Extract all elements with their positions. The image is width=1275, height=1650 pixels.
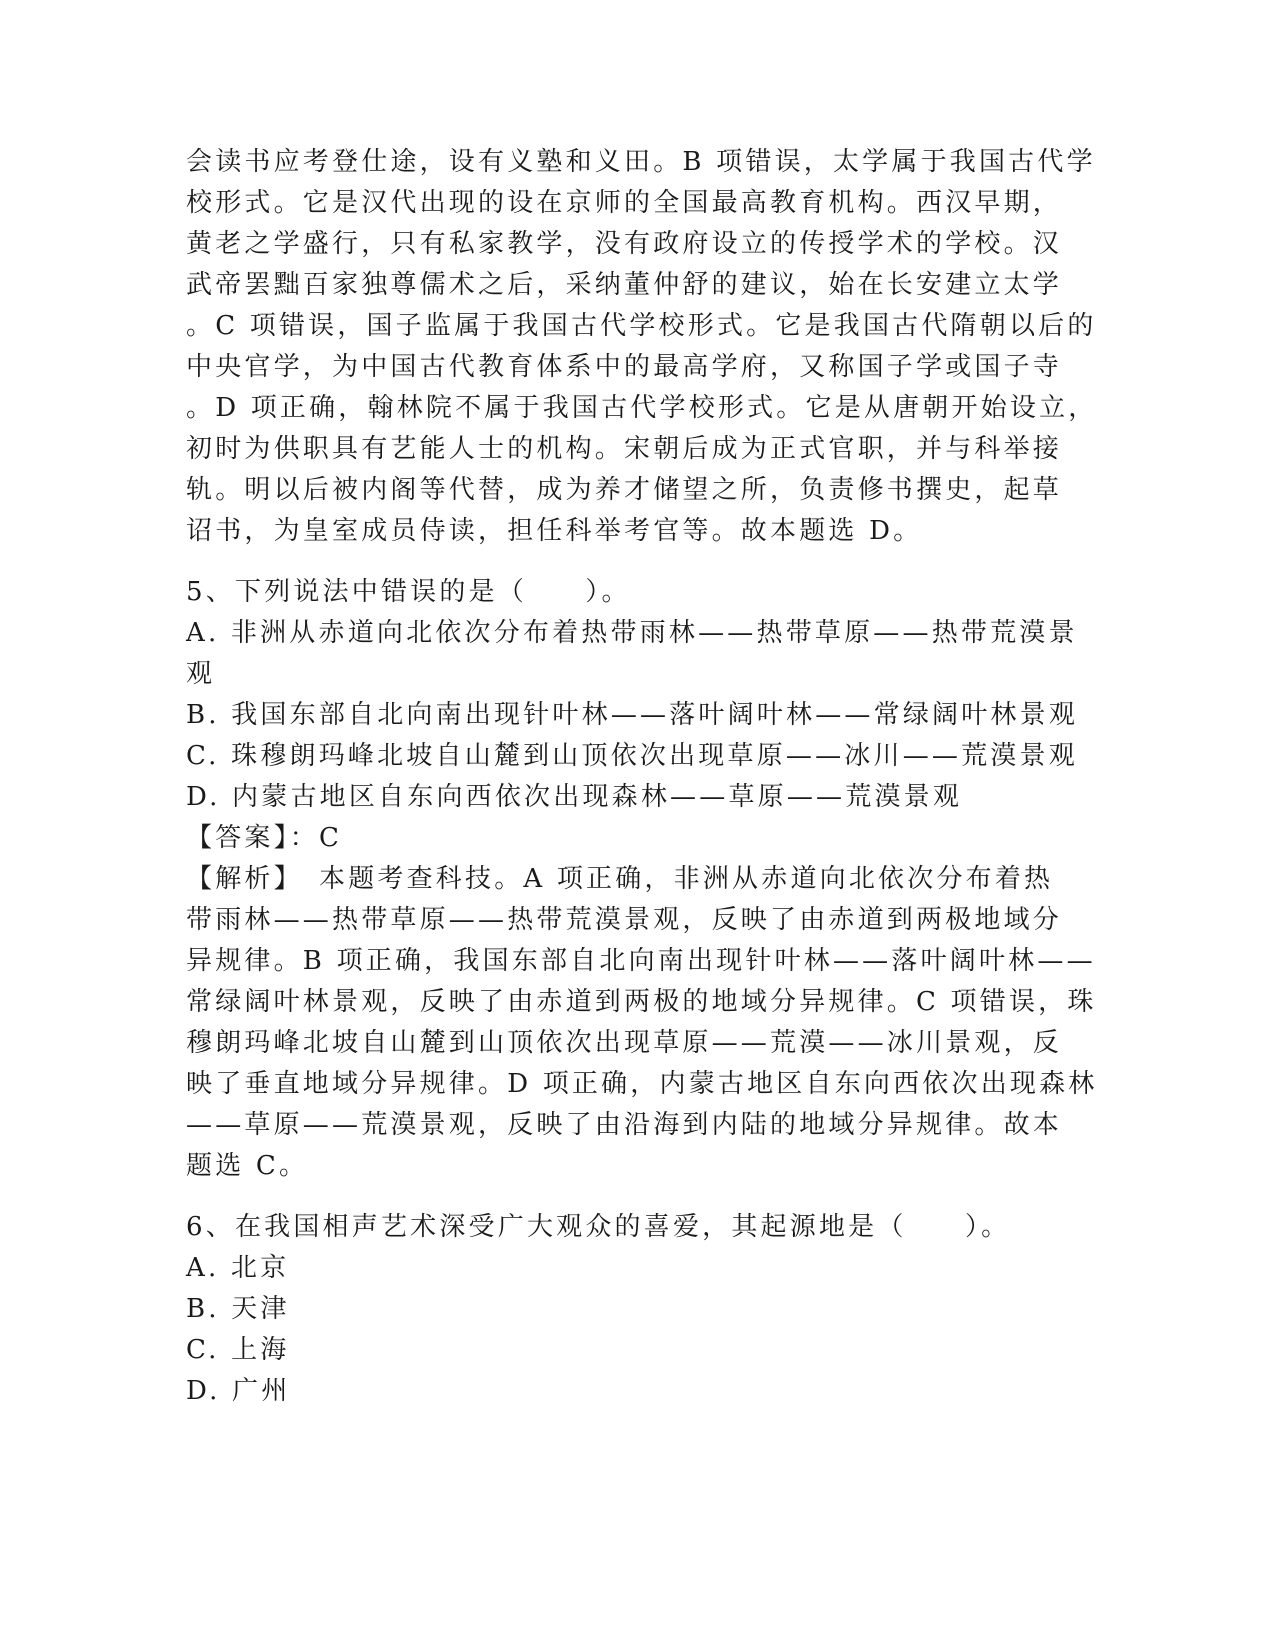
question-5-option-c: C. 珠穆朗玛峰北坡自山麓到山顶依次出现草原——冰川——荒漠景观 bbox=[186, 741, 1078, 771]
explanation-line: 初时为供职具有艺能人士的机构。宋朝后成为正式官职，并与科举接 bbox=[186, 434, 1063, 464]
explanation-line: 。C 项错误，国子监属于我国古代学校形式。它是我国古代隋朝以后的 bbox=[186, 311, 1097, 341]
question-5-explanation-line: 题选 C。 bbox=[186, 1151, 309, 1181]
question-5-explanation-line: 带雨林——热带草原——热带荒漠景观，反映了由赤道到两极地域分 bbox=[186, 905, 1063, 935]
explanation-line: 轨。明以后被内阁等代替，成为养才储望之所，负责修书撰史，起草 bbox=[186, 475, 1063, 505]
question-6-option-b: B. 天津 bbox=[186, 1294, 290, 1324]
question-6-option-c: C. 上海 bbox=[186, 1335, 290, 1365]
question-5-option-b: B. 我国东部自北向南出现针叶林——落叶阔叶林——常绿阔叶林景观 bbox=[186, 700, 1079, 730]
question-5-explanation-line: ——草原——荒漠景观，反映了由沿海到内陆的地域分异规律。故本 bbox=[186, 1110, 1063, 1140]
explanation-line: 。D 项正确，翰林院不属于我国古代学校形式。它是从唐朝开始设立， bbox=[186, 393, 1098, 423]
explanation-line: 校形式。它是汉代出现的设在京师的全国最高教育机构。西汉早期， bbox=[186, 188, 1063, 218]
explanation-line: 会读书应考登仕途，设有义塾和义田。B 项错误，太学属于我国古代学 bbox=[186, 147, 1096, 177]
question-5-explanation-line: 穆朗玛峰北坡自山麓到山顶依次出现草原——荒漠——冰川景观，反 bbox=[186, 1028, 1063, 1058]
explanation-line: 诏书，为皇室成员侍读，担任科举考官等。故本题选 D。 bbox=[186, 516, 923, 546]
question-5-explanation-line: 异规律。B 项正确，我国东部自北向南出现针叶林——落叶阔叶林—— bbox=[186, 946, 1096, 976]
question-5-explanation-line: 常绿阔叶林景观，反映了由赤道到两极的地域分异规律。C 项错误，珠 bbox=[186, 987, 1097, 1017]
explanation-line: 武帝罢黜百家独尊儒术之后，采纳董仲舒的建议，始在长安建立太学 bbox=[186, 270, 1063, 300]
question-6-stem: 6、在我国相声艺术深受广大观众的喜爱，其起源地是（ ）。 bbox=[186, 1212, 1011, 1242]
explanation-line: 黄老之学盛行，只有私家教学，没有政府设立的传授学术的学校。汉 bbox=[186, 229, 1063, 259]
question-6-option-d: D. 广州 bbox=[186, 1376, 291, 1406]
question-6-option-a: A. 北京 bbox=[186, 1253, 290, 1283]
explanation-line: 中央官学，为中国古代教育体系中的最高学府，又称国子学或国子寺 bbox=[186, 352, 1063, 382]
question-5-option-a: A. 非洲从赤道向北依次分布着热带雨林——热带草原——热带荒漠景 bbox=[186, 618, 1078, 648]
question-5-option-a-cont: 观 bbox=[186, 659, 216, 689]
question-5-stem: 5、下列说法中错误的是（ ）。 bbox=[186, 577, 631, 607]
question-5-explanation-line: 映了垂直地域分异规律。D 项正确，内蒙古地区自东向西依次出现森林 bbox=[186, 1069, 1098, 1099]
question-5-answer: 【答案】：C bbox=[186, 823, 343, 853]
question-5-option-d: D. 内蒙古地区自东向西依次出现森林——草原——荒漠景观 bbox=[186, 782, 963, 812]
question-5-explanation-line: 【解析】 本题考查科技。A 项正确，非洲从赤道向北依次分布着热 bbox=[186, 864, 1054, 894]
